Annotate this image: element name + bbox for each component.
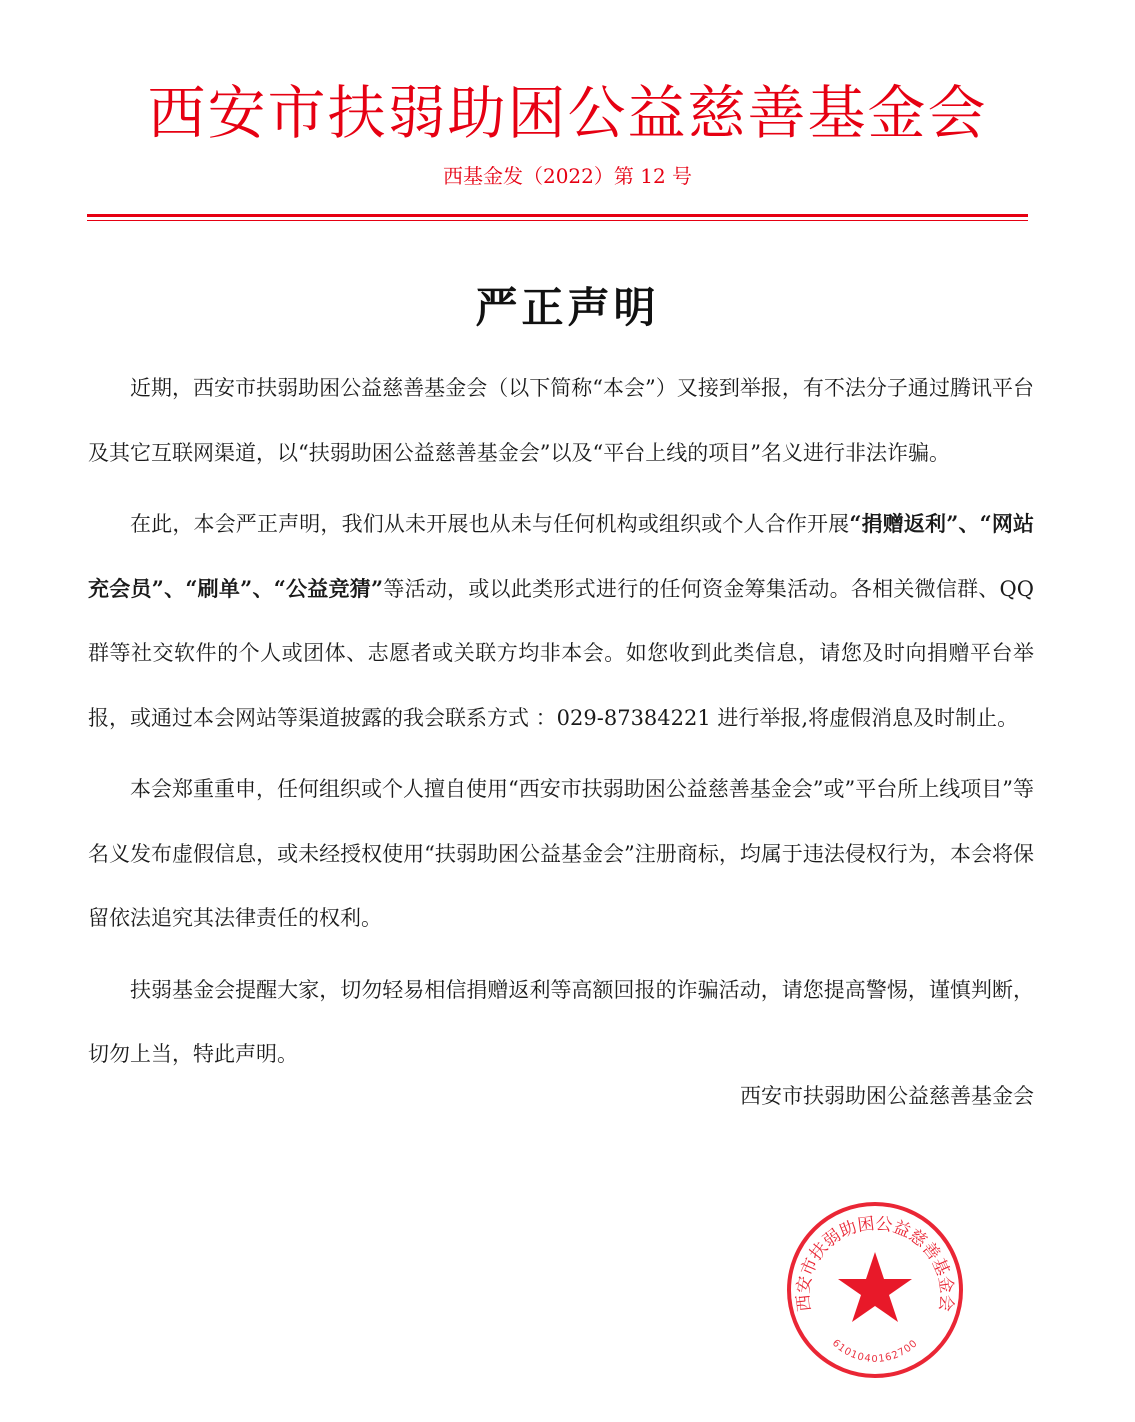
paragraph-1: 近期，西安市扶弱助困公益慈善基金会（以下简称“本会”）又接到举报，有不法分子通过腾讯平台及其它互联网渠道，以“扶弱助困公益慈善基金会”以及“平台上线的项目”名义进行非法诈骗。 (88, 376, 1034, 465)
letterhead-rule-thick (87, 214, 1028, 217)
official-seal (785, 1200, 965, 1380)
statement-body (88, 356, 1034, 1087)
seal-code-text: 6101040162700 (829, 1337, 921, 1365)
seal-arc-text: 西安市扶弱助困公益慈善基金会 (793, 1213, 957, 1313)
paragraph-3: 本会郑重重申，任何组织或个人擅自使用“西安市扶弱助困公益慈善基金会”或”平台所上线项目”等名义发布虚假信息，或未经授权使用“扶弱助困公益基金会”注册商标，均属于违法侵权行为，本会将保留依法追究其法律责任的权利。 (88, 777, 1034, 930)
official-seal-graphic (785, 1200, 965, 1380)
paragraph-2-bold-activities: “捐赠返利”、“网站充会员”、“刷单”、“公益竞猜” (88, 511, 1034, 601)
letterhead-rule-thin (87, 220, 1028, 221)
paragraph-4: 扶弱基金会提醒大家，切勿轻易相信捐赠返利等高额回报的诈骗活动，请您提高警惕，谨慎判断，切勿上当，特此声明。 (88, 977, 1034, 1066)
document-number: 西基金发（2022）第 12 号 (442, 164, 693, 188)
statement-heading: 严正声明 (475, 283, 660, 332)
paragraph-2-lead: 在此，本会严正声明，我们从未开展也从未与任何机构或组织或个人合作开展 (130, 512, 850, 536)
paragraph-2-rest: 等活动，或以此类形式进行的任何资金筹集活动。各相关微信群、QQ 群等社交软件的个人或团体、志愿者或关联方均非本会。如您收到此类信息，请您及时向捐赠平台举报，或通过本会网站等渠道披露的我会联系方式 ：029-87384221 进行举报,将虚假消息及时制止。 (88, 576, 1034, 730)
seal-star-icon (838, 1252, 912, 1322)
letterhead-org-title: 西安市扶弱助困公益慈善基金会 (147, 79, 988, 147)
signature-org-name: 西安市扶弱助困公益慈善基金会 (740, 1084, 1034, 1108)
paragraph-2 (88, 492, 1034, 750)
